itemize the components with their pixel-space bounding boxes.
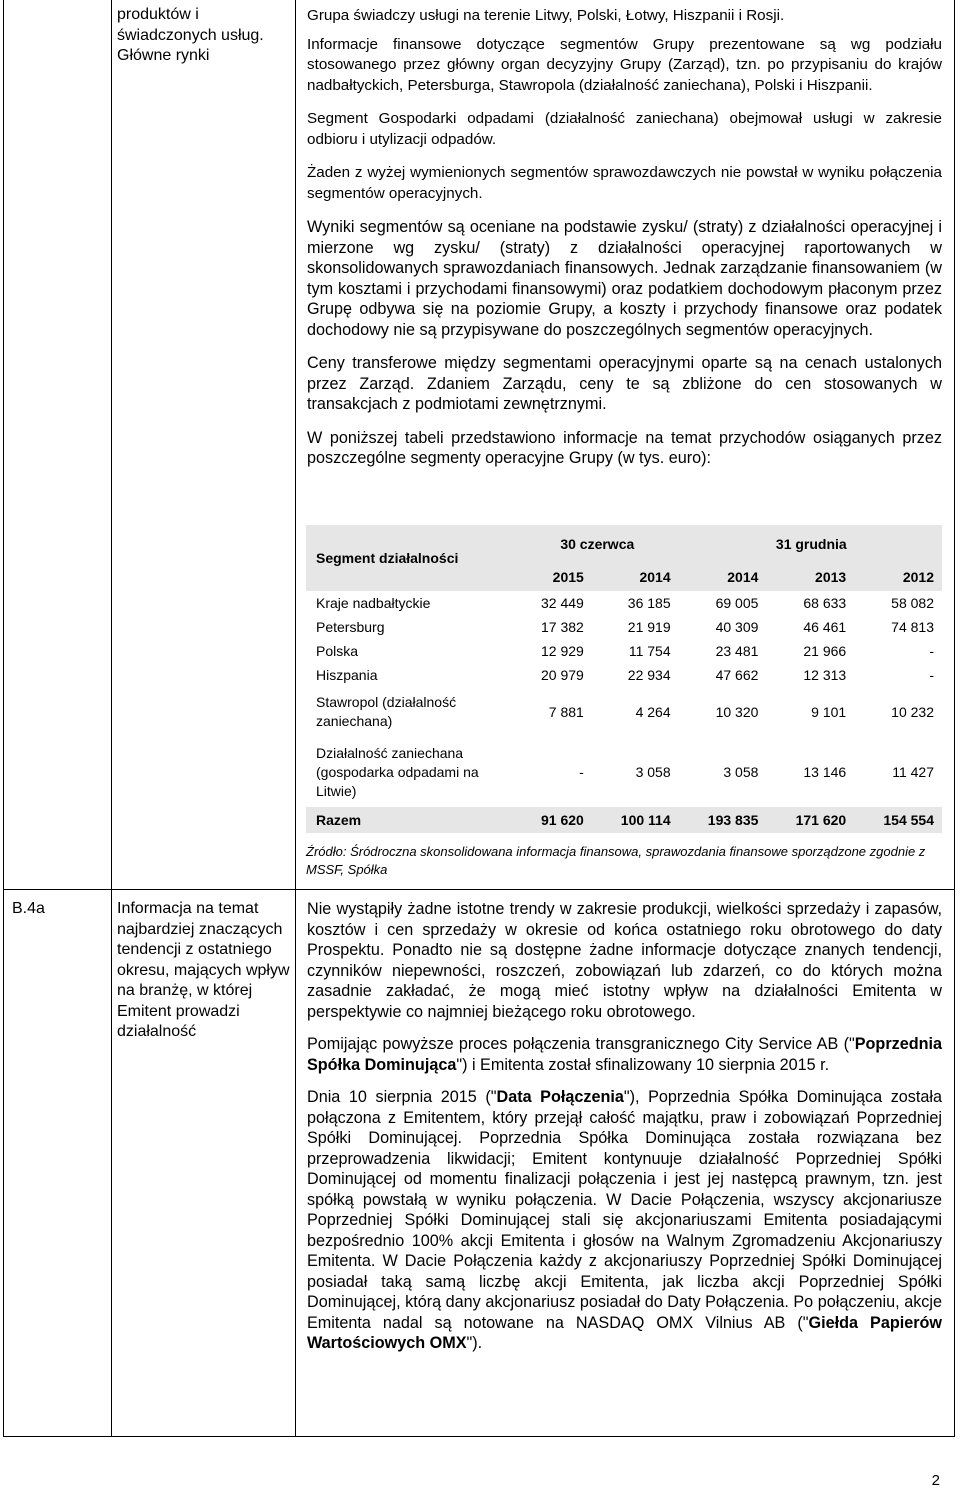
row2-content (296, 899, 950, 1367)
page-number: 2 (931, 1472, 940, 1489)
period2-header: 31 grudnia (775, 536, 847, 552)
cell: 100 114 (592, 807, 679, 833)
paragraph: Segment Gospodarki odpadami (działalność zaniechana) obejmował usługi w zakresie odbioru i utylizacji odpadów. (307, 110, 942, 148)
defined-term: Poprzednia Spółka Dominująca (307, 1035, 942, 1074)
cell: - (929, 667, 934, 683)
paragraph: Nie wystąpiły żadne istotne trendy w zakresie produkcji, wielkości sprzedaży i zapasów, kosztów i cen sprzedaży w okresie od końca ostatniego roku obrotowego do daty Prospektu. Ponadto nie są dostępne żadne informacje dotyczące znanych tendencji, czynników niepewności, roszczeń, zobowiązań lub zdarzeń, co do których można zasadnie zakładać, że mogą mieć istotny wpływ na działalności Emitenta w perspektywie co najmniej bieżącego roku obrotowego. (307, 900, 942, 1021)
paragraph (307, 1087, 942, 1354)
cell: 171 620 (766, 807, 854, 833)
paragraph: W poniższej tabeli przedstawiono informacje na temat przychodów osiąganych przez poszczególne segmenty operacyjne Grupy (w tys. euro): (307, 428, 942, 467)
period1-header: 30 czerwca (560, 536, 635, 552)
cell: 20 979 (541, 667, 584, 683)
border-right (954, 0, 955, 1436)
text: Dnia 10 sierpnia 2015 (" (307, 1088, 497, 1106)
cell: 40 309 (715, 619, 759, 635)
cell: 10 320 (715, 704, 759, 720)
cell: 22 934 (627, 667, 671, 683)
text: ") i Emitenta został sfinalizowany 10 sierpnia 2015 r. (456, 1055, 830, 1074)
row-divider (3, 889, 955, 890)
paragraph: Ceny transferowe między segmentami operacyjnymi oparte są na cenach ustalonych przez Zarząd. Zdaniem Zarządu, ceny te są zbliżone do cen stosowanych w transakcjach z podmiotami zewnętrznymi. (307, 354, 942, 413)
section-label: Informacja na temat najbardziej znaczących tendencji z ostatniego okresu, mających wpływ na branżę, w której Emitent prowadzi działalność (117, 900, 290, 1040)
cell: 58 082 (891, 595, 934, 611)
cell: 10 232 (891, 704, 934, 720)
cell: 3 058 (723, 764, 759, 780)
revenue-table (306, 525, 942, 833)
year-header: 2014 (727, 569, 759, 585)
row-name: Stawropol (działalność zaniechana) (316, 694, 457, 729)
cell: 36 185 (627, 595, 671, 611)
row-name: Działalność zaniechana (gospodarka odpadami na Litwie) (316, 744, 479, 799)
year-header: 2015 (552, 569, 584, 585)
table-row (306, 737, 942, 807)
cell: 4 264 (635, 704, 671, 720)
table-row (306, 615, 942, 639)
row-name: Hiszpania (316, 667, 378, 683)
cell: 7 881 (548, 704, 584, 720)
cell: 11 427 (892, 764, 934, 780)
paragraph: Żaden z wyżej wymienionych segmentów sprawozdawczych nie powstał w wyniku połączenia segmentów operacyjnych. (307, 164, 942, 202)
cell: 12 313 (803, 667, 847, 683)
table-source-note: Źródło: Śródroczna skonsolidowana informacja finansowa, sprawozdania finansowe sporządzone zgodnie z MSSF, Spółka (306, 844, 926, 877)
border-left (3, 0, 4, 1436)
row-name: Petersburg (316, 619, 385, 635)
table-row (306, 591, 942, 615)
cell: 12 929 (541, 643, 584, 659)
text: "). (466, 1334, 483, 1352)
text: "), Poprzednia Spółka Dominująca została połączona z Emitentem, który przejął całość majątku, praw i zobowiązań Poprzedniej Spółki Dominującej. Poprzednia Spółka Dominująca została rozwiązana bez przeprowadzenia likwidacji; Emitent kontynuuje działalność Poprzedniej Spółki Dominującej od momentu finalizacji połączenia i jest jej następcą prawnym, tzn. jest spółką powstałą w wyniku połączenia. W Dacie Połączenia, wszyscy akcjonariusze Poprzedniej Spółki Dominującej stali się akcjonariuszami Emitenta posiadającymi bezpośrednio 100% akcji Emitenta i głosów na Walnym Zgromadzeniu Akcjonariuszy Emitenta. W Dacie Połączenia każdy z akcjonariuszy Poprzedniej Spółki Dominującej posiadał taką samą liczbę akcji Emitenta, jak liczba akcji Poprzedniej Spółki Dominującej, którą dany akcjonariusz posiadał do Daty Połączenia. Po połączeniu, akcje Emitenta nadal są notowane na NASDAQ OMX Vilnius AB (" (307, 1088, 943, 1332)
section-id: B.4a (12, 900, 45, 917)
paragraph (307, 1034, 942, 1075)
cell: 3 058 (635, 764, 671, 780)
cell: - (579, 764, 584, 780)
segment-header: Segment działalności (316, 550, 459, 566)
year-header: 2014 (639, 569, 671, 585)
cell: 69 005 (715, 595, 759, 611)
table-total-row (306, 807, 942, 833)
paragraph: Informacje finansowe dotyczące segmentów Grupy prezentowane są wg podziału stosowanego przez główny organ decyzyjny Grupy (Zarząd), tzn. po przypisaniu do krajów nadbałtyckich, Petersburga, Stawropola (działalność zaniechana), Polski i Hiszpanii. (307, 35, 942, 94)
defined-term: Data Połączenia (496, 1088, 624, 1106)
cell: 32 449 (541, 595, 584, 611)
row1-label: produktów i świadczonych usług. Główne rynki (117, 6, 264, 64)
column-divider-1 (111, 0, 112, 1436)
cell: 193 835 (679, 807, 767, 833)
cell: 68 633 (803, 595, 847, 611)
paragraph: Grupa świadczy usługi na terenie Litwy, Polski, Łotwy, Hiszpanii i Rosji. (307, 7, 785, 24)
table-row (306, 663, 942, 687)
text: Pomijając powyższe proces połączenia transgranicznego City Service AB (" (307, 1035, 855, 1053)
cell: 21 919 (627, 619, 671, 635)
cell: - (929, 643, 934, 659)
row-name: Polska (316, 643, 359, 659)
row-name: Kraje nadbałtyckie (316, 595, 431, 611)
cell: 17 382 (541, 619, 584, 635)
table-row (306, 639, 942, 663)
cell: 74 813 (891, 619, 934, 635)
cell: 13 146 (803, 764, 847, 780)
cell: 9 101 (811, 704, 847, 720)
table-row (306, 687, 942, 737)
border-bottom (3, 1436, 955, 1437)
cell: 46 461 (803, 619, 847, 635)
cell: 21 966 (803, 643, 847, 659)
cell: 154 554 (854, 807, 942, 833)
cell: 11 754 (628, 643, 671, 659)
cell: 47 662 (715, 667, 759, 683)
defined-term: Giełda Papierów Wartościowych OMX (307, 1313, 942, 1352)
paragraph: Wyniki segmentów są oceniane na podstawie zysku/ (straty) z działalności operacyjnej i mierzone wg zysku/ (straty) z działalności operacyjnej raportowanych w skonsolidowanych sprawozdaniach finansowych. Jednak zarządzanie finansowaniem (w tym kosztami i przychodami finansowymi) oraz podatkiem dochodowym płaconym przez Grupę odbywa się na poziomie Grupy, a koszty i przychody finansowe oraz podatek dochodowy nie są przypisywane do poszczególnych segmentów operacyjnych. (307, 218, 942, 339)
row1-content (296, 6, 950, 482)
year-header: 2013 (815, 569, 847, 585)
year-header: 2012 (902, 569, 934, 585)
total-label: Razem (306, 807, 514, 833)
cell: 91 620 (514, 807, 592, 833)
cell: 23 481 (715, 643, 759, 659)
